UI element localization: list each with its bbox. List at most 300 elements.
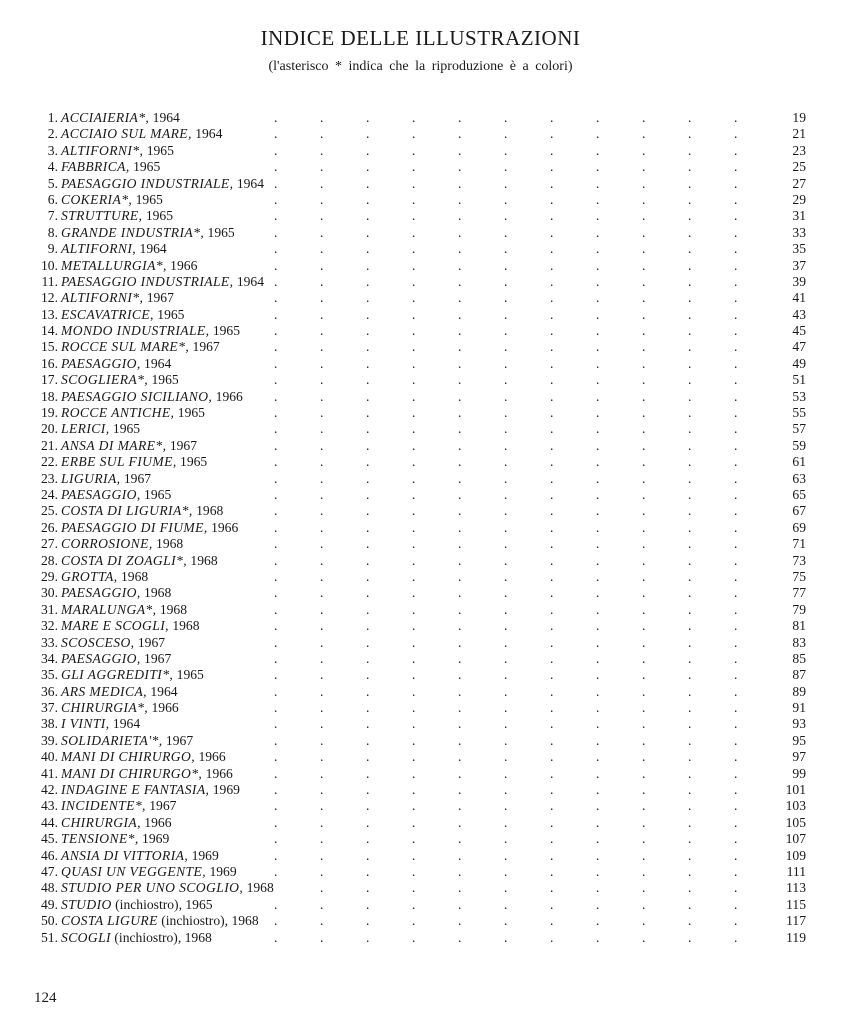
entry-number: 44. — [41, 814, 58, 830]
entry-page: 95 — [792, 732, 806, 748]
entry-year: 1967 — [137, 634, 166, 650]
entry-year: (inchiostro), 1965 — [115, 896, 213, 912]
index-entry — [34, 553, 806, 569]
entry-title: SCOGLIERA*, — [61, 372, 149, 388]
entry-number: 46. — [41, 847, 58, 863]
entry-title: PAESAGGIO SICILIANO, — [61, 388, 213, 404]
index-entry — [34, 159, 806, 175]
index-entry — [34, 454, 806, 470]
entry-number: 50. — [41, 913, 58, 929]
entry-year: 1965 — [207, 224, 235, 240]
dot-leader: . . . . . . . . . . . — [274, 716, 738, 732]
entry-page: 55 — [792, 405, 806, 421]
index-entry — [34, 635, 806, 651]
index-entry — [34, 225, 806, 241]
entry-page: 113 — [786, 880, 806, 896]
entry-title: ANSA DI MARE*, — [61, 437, 167, 453]
entry-number: 1. — [47, 110, 58, 125]
index-entry — [34, 143, 806, 159]
entry-page: 29 — [792, 191, 806, 207]
dot-leader: . . . . . . . . . . . — [274, 224, 738, 240]
index-entry — [34, 176, 806, 192]
index-entry — [34, 880, 806, 896]
entry-page: 101 — [785, 782, 806, 798]
entry-number: 40. — [41, 749, 58, 765]
dot-leader: . . . . . . . . . . . — [274, 913, 738, 929]
entry-title: LIGURIA, — [61, 470, 121, 486]
entry-number: 49. — [41, 896, 58, 912]
entry-title: ERBE SUL FIUME, — [61, 454, 177, 470]
index-entry — [34, 241, 806, 257]
index-entry — [34, 471, 806, 487]
entry-number: 16. — [41, 355, 58, 371]
entry-number: 6. — [47, 191, 58, 207]
entry-page: 111 — [786, 863, 806, 879]
entry-title: COSTA LIGURE — [61, 913, 158, 929]
entry-page: 83 — [792, 634, 806, 650]
entry-page: 81 — [792, 618, 806, 634]
entry-page: 91 — [792, 700, 806, 716]
entry-year: 1969 — [142, 831, 170, 847]
index-entry — [34, 602, 806, 618]
entry-title: COSTA DI ZOAGLI*, — [61, 552, 188, 568]
entry-page: 107 — [785, 831, 806, 847]
dot-leader: . . . . . . . . . . . — [274, 486, 738, 502]
entry-year: 1968 — [172, 618, 200, 634]
entry-number: 9. — [47, 241, 58, 257]
entry-title: PAESAGGIO, — [61, 650, 141, 666]
dot-leader: . . . . . . . . . . . — [274, 405, 738, 421]
dot-leader: . . . . . . . . . . . — [274, 618, 738, 634]
entry-title: PAESAGGIO DI FIUME, — [61, 519, 208, 535]
entry-title: FABBRICA, — [61, 159, 130, 175]
entry-page: 61 — [792, 454, 806, 470]
entry-page: 51 — [792, 372, 806, 388]
entry-page: 65 — [792, 486, 806, 502]
index-entry — [34, 930, 806, 946]
entry-page: 97 — [792, 749, 806, 765]
index-entry — [34, 192, 806, 208]
entry-page: 103 — [785, 798, 806, 814]
dot-leader: . . . . . . . . . . . — [274, 782, 738, 798]
entry-title: ARS MEDICA, — [61, 683, 147, 699]
dot-leader: . . . . . . . . . . . — [274, 732, 738, 748]
entry-year: 1968 — [159, 601, 187, 617]
index-entry — [34, 258, 806, 274]
entry-number: 42. — [41, 782, 58, 798]
entry-year: 1965 — [177, 405, 205, 421]
dot-leader: . . . . . . . . . . . — [274, 142, 738, 158]
entry-page: 23 — [792, 142, 806, 158]
entry-number: 5. — [47, 175, 58, 191]
dot-leader: . . . . . . . . . . . — [274, 634, 738, 650]
entry-year: 1964 — [139, 241, 167, 257]
entry-page: 39 — [792, 273, 806, 289]
dot-leader: . . . . . . . . . . . — [274, 126, 738, 142]
entry-year: 1965 — [133, 159, 161, 175]
entry-title: PAESAGGIO, — [61, 486, 141, 502]
entry-page: 89 — [792, 683, 806, 699]
entry-number: 28. — [41, 552, 58, 568]
dot-leader: . . . . . . . . . . . — [274, 831, 738, 847]
entry-page: 85 — [792, 650, 806, 666]
entry-title: GLI AGGREDITI*, — [61, 667, 174, 683]
entry-title: MARALUNGA*, — [61, 601, 157, 617]
entry-page: 59 — [792, 437, 806, 453]
entry-year: 1965 — [112, 421, 141, 437]
index-entry — [34, 766, 806, 782]
index-entry — [34, 700, 806, 716]
dot-leader: . . . . . . . . . . . — [274, 290, 738, 306]
entry-title: ALTIFORNI*, — [61, 290, 144, 306]
index-entry — [34, 487, 806, 503]
entry-page: 67 — [792, 503, 806, 519]
entry-title: INDAGINE E FANTASIA, — [61, 782, 210, 798]
dot-leader: . . . . . . . . . . . — [274, 273, 738, 289]
entry-page: 45 — [792, 323, 806, 339]
entry-title: STUDIO — [61, 896, 112, 912]
entry-title: CORROSIONE, — [61, 536, 153, 552]
entry-year: 1965 — [144, 486, 172, 502]
entry-year: 1965 — [146, 142, 174, 158]
entry-number: 30. — [41, 585, 58, 601]
entry-year: 1964 — [152, 110, 180, 125]
entry-year: 1967 — [144, 650, 172, 666]
dot-leader: . . . . . . . . . . . — [274, 749, 738, 765]
index-entry — [34, 618, 806, 634]
entry-number: 23. — [41, 470, 58, 486]
entry-year: 1964 — [112, 716, 141, 732]
entry-title: ALTIFORNI, — [61, 241, 137, 257]
dot-leader: . . . . . . . . . . . — [274, 257, 738, 273]
index-entry — [34, 897, 806, 913]
entry-year: 1966 — [215, 388, 243, 404]
entry-number: 41. — [41, 765, 58, 781]
index-entry — [34, 716, 806, 732]
dot-leader: . . . . . . . . . . . — [274, 421, 738, 437]
entry-number: 26. — [41, 519, 58, 535]
dot-leader: . . . . . . . . . . . — [274, 601, 738, 617]
entry-year: 1968 — [190, 552, 218, 568]
entry-page: 119 — [786, 929, 806, 945]
entry-year: 1966 — [211, 519, 239, 535]
entry-number: 21. — [41, 437, 58, 453]
index-subtitle: (l'asterisco * indica che la riproduzione è a colori) — [268, 59, 573, 74]
entry-page: 43 — [792, 306, 806, 322]
entry-year: 1964 — [236, 175, 265, 191]
entry-title: SOLIDARIETA'*, — [61, 732, 163, 748]
entry-number: 13. — [41, 306, 58, 322]
entry-page: 33 — [792, 224, 806, 240]
dot-leader: . . . . . . . . . . . — [274, 683, 738, 699]
entry-year: 1968 — [156, 536, 184, 552]
entry-page: 35 — [792, 241, 806, 257]
entry-year: 1967 — [192, 339, 220, 355]
index-entry — [34, 323, 806, 339]
entry-year: 1964 — [144, 355, 172, 371]
entry-number: 25. — [41, 503, 58, 519]
entry-number: 47. — [41, 863, 58, 879]
entry-number: 4. — [47, 159, 58, 175]
dot-leader: . . . . . . . . . . . — [274, 110, 738, 125]
entry-year: 1968 — [144, 585, 172, 601]
entry-page: 69 — [792, 519, 806, 535]
entry-page: 105 — [785, 814, 806, 830]
entry-title: GROTTA, — [61, 568, 118, 584]
entry-year: 1966 — [205, 765, 233, 781]
entry-page: 93 — [792, 716, 806, 732]
entry-year: 1967 — [149, 798, 177, 814]
entry-number: 37. — [41, 700, 58, 716]
entry-title: GRANDE INDUSTRIA*, — [61, 224, 205, 240]
dot-leader: . . . . . . . . . . . — [274, 191, 738, 207]
dot-leader: . . . . . . . . . . . — [274, 437, 738, 453]
entry-title: INCIDENTE*, — [61, 798, 146, 814]
entry-number: 33. — [41, 634, 58, 650]
entry-page: 99 — [792, 765, 806, 781]
entry-page: 79 — [792, 601, 806, 617]
entry-year: 1965 — [145, 208, 174, 224]
entry-title: MARE E SCOGLI, — [61, 618, 169, 634]
entry-number: 7. — [47, 208, 58, 224]
entry-number: 48. — [41, 880, 58, 896]
entry-number: 35. — [41, 667, 58, 683]
entry-title: SCOGLI — [61, 929, 111, 945]
index-entry — [34, 421, 806, 437]
index-entry — [34, 585, 806, 601]
entry-page: 31 — [792, 208, 806, 224]
index-entry — [34, 356, 806, 372]
entry-title: CHIRURGIA, — [61, 814, 141, 830]
index-entry — [34, 520, 806, 536]
entry-title: SCOSCESO, — [61, 634, 135, 650]
dot-leader: . . . . . . . . . . . — [274, 159, 738, 175]
entry-number: 11. — [41, 273, 58, 289]
entry-page: 109 — [785, 847, 806, 863]
entry-number: 29. — [41, 568, 58, 584]
entry-title: MONDO INDUSTRIALE, — [61, 323, 210, 339]
entry-number: 15. — [41, 339, 58, 355]
entry-year: 1967 — [165, 732, 194, 748]
index-entry — [34, 569, 806, 585]
entry-year: 1965 — [157, 306, 185, 322]
entry-page: 49 — [792, 355, 806, 371]
index-entry — [34, 126, 806, 142]
entry-page: 21 — [792, 126, 806, 142]
entry-year: 1965 — [212, 323, 241, 339]
entry-page: 25 — [792, 159, 806, 175]
entry-page: 73 — [792, 552, 806, 568]
entry-number: 3. — [47, 142, 58, 158]
entry-title: TENSIONE*, — [61, 831, 139, 847]
entry-number: 27. — [41, 536, 58, 552]
entry-year: 1967 — [169, 437, 197, 453]
dot-leader: . . . . . . . . . . . — [274, 470, 738, 486]
index-entry — [34, 536, 806, 552]
entry-year: 1969 — [191, 847, 219, 863]
entry-year: 1969 — [212, 782, 240, 798]
entry-title: ROCCE SUL MARE*, — [61, 339, 190, 355]
entry-page: 77 — [792, 585, 806, 601]
entry-number: 36. — [41, 683, 58, 699]
dot-leader: . . . . . . . . . . — [320, 880, 738, 896]
entry-number: 20. — [41, 421, 58, 437]
entry-year: 1965 — [180, 454, 208, 470]
index-entry — [34, 831, 806, 847]
entry-title: PAESAGGIO, — [61, 355, 141, 371]
index-entry — [34, 913, 806, 929]
dot-leader: . . . . . . . . . . . — [274, 503, 738, 519]
index-entry — [34, 667, 806, 683]
index-entry — [34, 274, 806, 290]
entry-title: ACCIAIO SUL MARE, — [61, 126, 192, 142]
index-entry — [34, 438, 806, 454]
entry-year: 1969 — [209, 863, 237, 879]
entry-title: MANI DI CHIRURGO, — [61, 749, 196, 765]
dot-leader: . . . . . . . . . . . — [274, 388, 738, 404]
entry-page: 75 — [792, 568, 806, 584]
entry-title: PAESAGGIO, — [61, 585, 141, 601]
index-entry — [34, 798, 806, 814]
entry-number: 39. — [41, 732, 58, 748]
entry-page: 63 — [792, 470, 806, 486]
entry-title: COSTA DI LIGURIA*, — [61, 503, 193, 519]
dot-leader: . . . . . . . . . . . — [274, 798, 738, 814]
entry-page: 57 — [792, 421, 806, 437]
entry-year: (inchiostro), 1968 — [114, 929, 212, 945]
entry-number: 14. — [41, 323, 58, 339]
entry-title: ESCAVATRICE, — [61, 306, 154, 322]
entry-number: 17. — [41, 372, 58, 388]
dot-leader: . . . . . . . . . . . — [274, 175, 738, 191]
entry-number: 32. — [41, 618, 58, 634]
index-entry — [34, 684, 806, 700]
index-entry — [34, 749, 806, 765]
entry-year: 1966 — [144, 814, 172, 830]
entry-number: 18. — [41, 388, 58, 404]
entry-title: CHIRURGIA*, — [61, 700, 149, 716]
dot-leader: . . . . . . . . . . . — [274, 765, 738, 781]
dot-leader: . . . . . . . . . . . — [274, 814, 738, 830]
index-entry — [34, 389, 806, 405]
entry-number: 51. — [41, 929, 58, 945]
entry-page: 117 — [786, 913, 806, 929]
index-entry — [34, 848, 806, 864]
index-entry — [34, 864, 806, 880]
entry-title: ALTIFORNI*, — [61, 142, 144, 158]
dot-leader: . . . . . . . . . . . — [274, 896, 738, 912]
entry-number: 19. — [41, 405, 58, 421]
index-title: INDICE DELLE ILLUSTRAZIONI — [260, 26, 581, 50]
page-number: 124 — [34, 990, 57, 1006]
entry-title: ACCIAIERIA*, — [61, 110, 150, 125]
index-entry — [34, 290, 806, 306]
entry-number: 12. — [41, 290, 58, 306]
dot-leader: . . . . . . . . . . . — [274, 372, 738, 388]
index-entry — [34, 372, 806, 388]
entry-year: 1968 — [196, 503, 224, 519]
dot-leader: . . . . . . . . . . . — [274, 208, 738, 224]
entry-year: 1965 — [176, 667, 204, 683]
entry-title: PAESAGGIO INDUSTRIALE, — [61, 175, 234, 191]
entry-title: MANI DI CHIRURGO*, — [61, 765, 203, 781]
entry-title: PAESAGGIO INDUSTRIALE, — [61, 273, 234, 289]
entry-number: 34. — [41, 650, 58, 666]
entry-year: 1966 — [151, 700, 179, 716]
dot-leader: . . . . . . . . . . . — [274, 568, 738, 584]
dot-leader: . . . . . . . . . . . — [274, 650, 738, 666]
entry-year: 1965 — [151, 372, 179, 388]
entry-page: 87 — [792, 667, 806, 683]
entry-page: 37 — [792, 257, 806, 273]
dot-leader: . . . . . . . . . . . — [274, 339, 738, 355]
entry-number: 2. — [47, 126, 58, 142]
entry-number: 10. — [41, 257, 58, 273]
entry-number: 22. — [41, 454, 58, 470]
index-entry — [34, 405, 806, 421]
index-entry — [34, 503, 806, 519]
entry-number: 24. — [41, 486, 58, 502]
entry-number: 43. — [41, 798, 58, 814]
dot-leader: . . . . . . . . . . . — [274, 536, 738, 552]
dot-leader: . . . . . . . . . . . — [274, 306, 738, 322]
entry-year: 1967 — [146, 290, 174, 306]
dot-leader: . . . . . . . . . . . — [274, 519, 738, 535]
entry-title: STUDIO PER UNO SCOGLIO, — [61, 880, 244, 896]
dot-leader: . . . . . . . . . . . — [274, 929, 738, 945]
entry-page: 41 — [792, 290, 806, 306]
dot-leader: . . . . . . . . . . . — [274, 700, 738, 716]
entry-title: METALLURGIA*, — [61, 257, 167, 273]
entry-page: 53 — [792, 388, 806, 404]
entry-year: 1965 — [135, 191, 163, 207]
entry-title: COKERIA*, — [61, 191, 133, 207]
dot-leader: . . . . . . . . . . . — [274, 454, 738, 470]
entry-title: I VINTI, — [61, 716, 110, 732]
entry-title: LERICI, — [61, 421, 110, 437]
entry-year: (inchiostro), 1968 — [161, 913, 259, 929]
dot-leader: . . . . . . . . . . . — [274, 847, 738, 863]
index-entry — [34, 782, 806, 798]
entry-page: 115 — [786, 896, 806, 912]
entry-page: 19 — [792, 110, 806, 125]
entry-year: 1964 — [236, 273, 265, 289]
entry-page: 47 — [792, 339, 806, 355]
entry-year: 1967 — [123, 470, 152, 486]
entry-title: STRUTTURE, — [61, 208, 143, 224]
index-entry — [34, 208, 806, 224]
illustration-index-list — [34, 110, 806, 946]
entry-title: ANSIA DI VITTORIA, — [61, 847, 189, 863]
entry-page: 71 — [792, 536, 806, 552]
index-entry — [34, 651, 806, 667]
dot-leader: . . . . . . . . . . . — [274, 355, 738, 371]
entry-year: 1966 — [198, 749, 226, 765]
index-entry — [34, 815, 806, 831]
dot-leader: . . . . . . . . . . . — [274, 241, 738, 257]
entry-year: 1964 — [195, 126, 223, 142]
entry-number: 31. — [41, 601, 58, 617]
dot-leader: . . . . . . . . . . . — [274, 585, 738, 601]
entry-title: QUASI UN VEGGENTE, — [61, 863, 207, 879]
entry-year: 1968 — [120, 568, 149, 584]
entry-number: 8. — [47, 224, 58, 240]
entry-year: 1966 — [170, 257, 198, 273]
entry-title: ROCCE ANTICHE, — [61, 405, 175, 421]
dot-leader: . . . . . . . . . . . — [274, 863, 738, 879]
index-entry — [34, 110, 806, 126]
dot-leader: . . . . . . . . . . . — [274, 323, 738, 339]
